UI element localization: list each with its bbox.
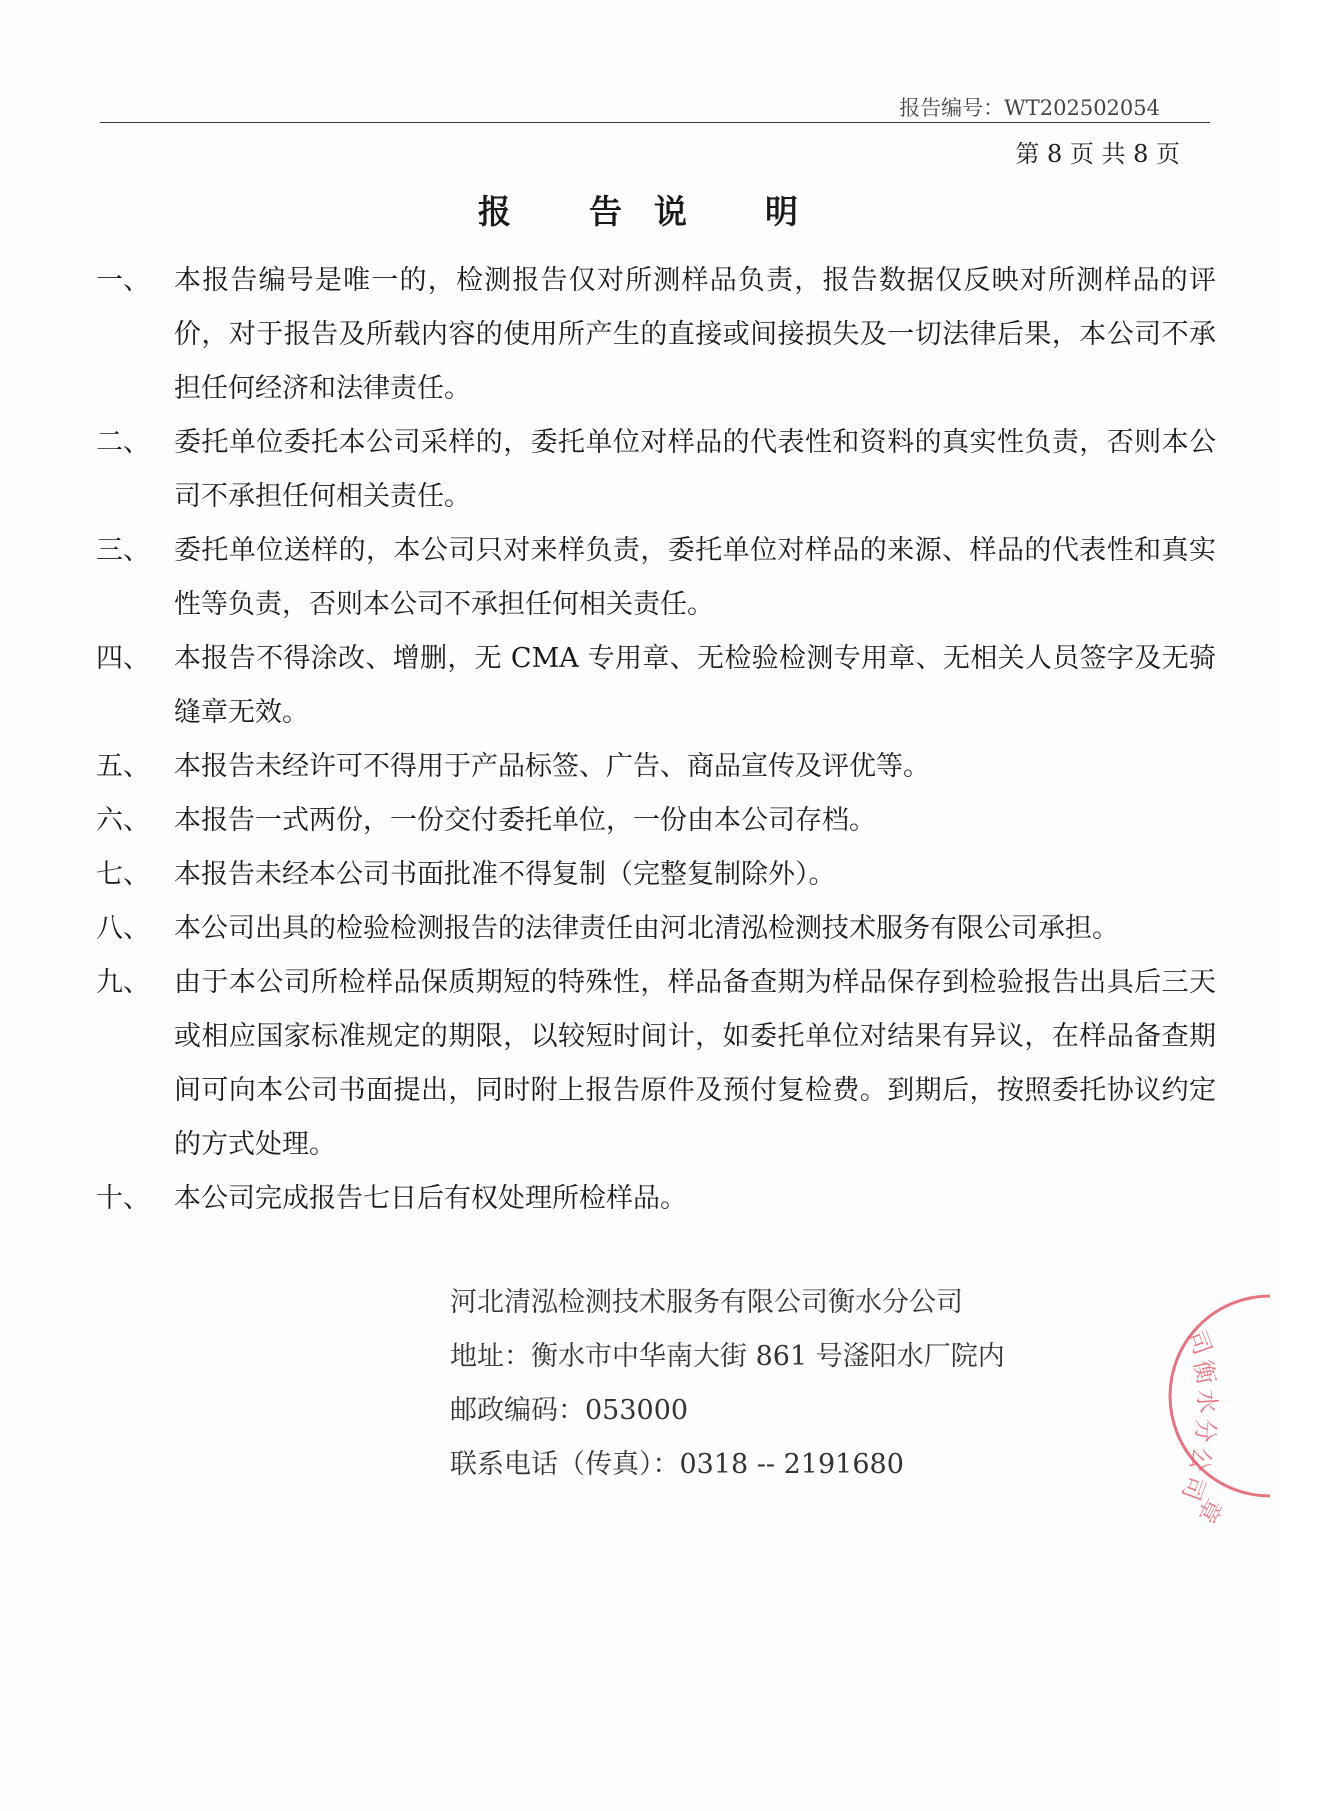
item-text: 本报告编号是唯一的，检测报告仅对所测样品负责，报告数据仅反映对所测样品的评价，对于报告及所载内容的使用所产生的直接或间接损失及一切法律后果，本公司不承担任何经济和法律责任。 — [174, 265, 1216, 404]
item-number: 七、 — [96, 859, 150, 890]
item-text: 本报告不得涂改、增删，无 CMA 专用章、无检验检测专用章、无相关人员签字及无骑缝章无效。 — [174, 643, 1216, 728]
statement-item — [96, 524, 1216, 632]
item-text: 本报告未经许可不得用于产品标签、广告、商品宣传及评优等。 — [174, 751, 930, 782]
page-count: 第 8 页 共 8 页 — [1015, 140, 1180, 168]
statement-list — [96, 254, 1216, 1226]
item-text: 委托单位送样的，本公司只对来样负责，委托单位对样品的来源、样品的代表性和真实性等负责，否则本公司不承担任何相关责任。 — [174, 535, 1216, 620]
statement-item — [96, 848, 1216, 902]
company-address: 地址：衡水市中华南大街 861 号滏阳水厂院内 — [450, 1341, 1005, 1372]
title-char: 告 — [589, 192, 626, 231]
item-number: 一、 — [96, 265, 150, 296]
company-contact-block — [450, 1276, 1005, 1492]
item-number: 六、 — [96, 805, 150, 836]
item-number: 四、 — [96, 643, 150, 674]
item-number: 三、 — [96, 535, 150, 566]
header-divider — [100, 122, 1210, 123]
company-seal-stamp — [1150, 1286, 1320, 1528]
item-text: 由于本公司所检样品保质期短的特殊性，样品备查期为样品保存到检验报告出具后三天或相应国家标准规定的期限，以较短时间计，如委托单位对结果有异议，在样品备查期间可向本公司书面提出，同时附上报告原件及预付复检费。到期后，按照委托协议约定的方式处理。 — [174, 967, 1216, 1160]
statement-item — [96, 254, 1216, 416]
statement-item — [96, 416, 1216, 524]
statement-item — [96, 956, 1216, 1172]
statement-item — [96, 1172, 1216, 1226]
statement-item — [96, 794, 1216, 848]
company-name: 河北清泓检测技术服务有限公司衡水分公司 — [450, 1287, 963, 1318]
item-number: 十、 — [96, 1183, 150, 1214]
svg-text:公: 公 — [1184, 1444, 1217, 1475]
title-char: 说 — [654, 192, 691, 231]
item-text: 本公司出具的检验检测报告的法律责任由河北清泓检测技术服务有限公司承担。 — [174, 913, 1119, 944]
item-number: 九、 — [96, 967, 150, 998]
page-title — [0, 186, 1280, 233]
svg-text:水: 水 — [1192, 1388, 1222, 1415]
item-text: 本公司完成报告七日后有权处理所检样品。 — [174, 1183, 687, 1214]
svg-text:衡: 衡 — [1188, 1357, 1221, 1387]
title-char: 报 — [478, 192, 515, 231]
item-text: 委托单位委托本公司采样的，委托单位对样品的代表性和资料的真实性负责，否则本公司不承担任何相关责任。 — [174, 427, 1216, 512]
item-text: 本报告未经本公司书面批准不得复制（完整复制除外）。 — [174, 859, 836, 890]
item-number: 五、 — [96, 751, 150, 782]
title-char: 明 — [765, 192, 802, 231]
report-number: 报告编号：WT202502054 — [899, 96, 1160, 120]
svg-text:章: 章 — [1191, 1493, 1228, 1528]
company-postcode: 邮政编码：053000 — [450, 1395, 689, 1426]
statement-item — [96, 632, 1216, 740]
statement-item — [96, 740, 1216, 794]
statement-item — [96, 902, 1216, 956]
svg-text:分: 分 — [1190, 1417, 1220, 1444]
company-phone: 联系电话（传真）：0318 -- 2191680 — [450, 1449, 904, 1480]
svg-text:司: 司 — [1176, 1471, 1211, 1505]
svg-text:司: 司 — [1182, 1326, 1217, 1359]
item-text: 本报告一式两份，一份交付委托单位，一份由本公司存档。 — [174, 805, 876, 836]
item-number: 八、 — [96, 913, 150, 944]
item-number: 二、 — [96, 427, 150, 458]
